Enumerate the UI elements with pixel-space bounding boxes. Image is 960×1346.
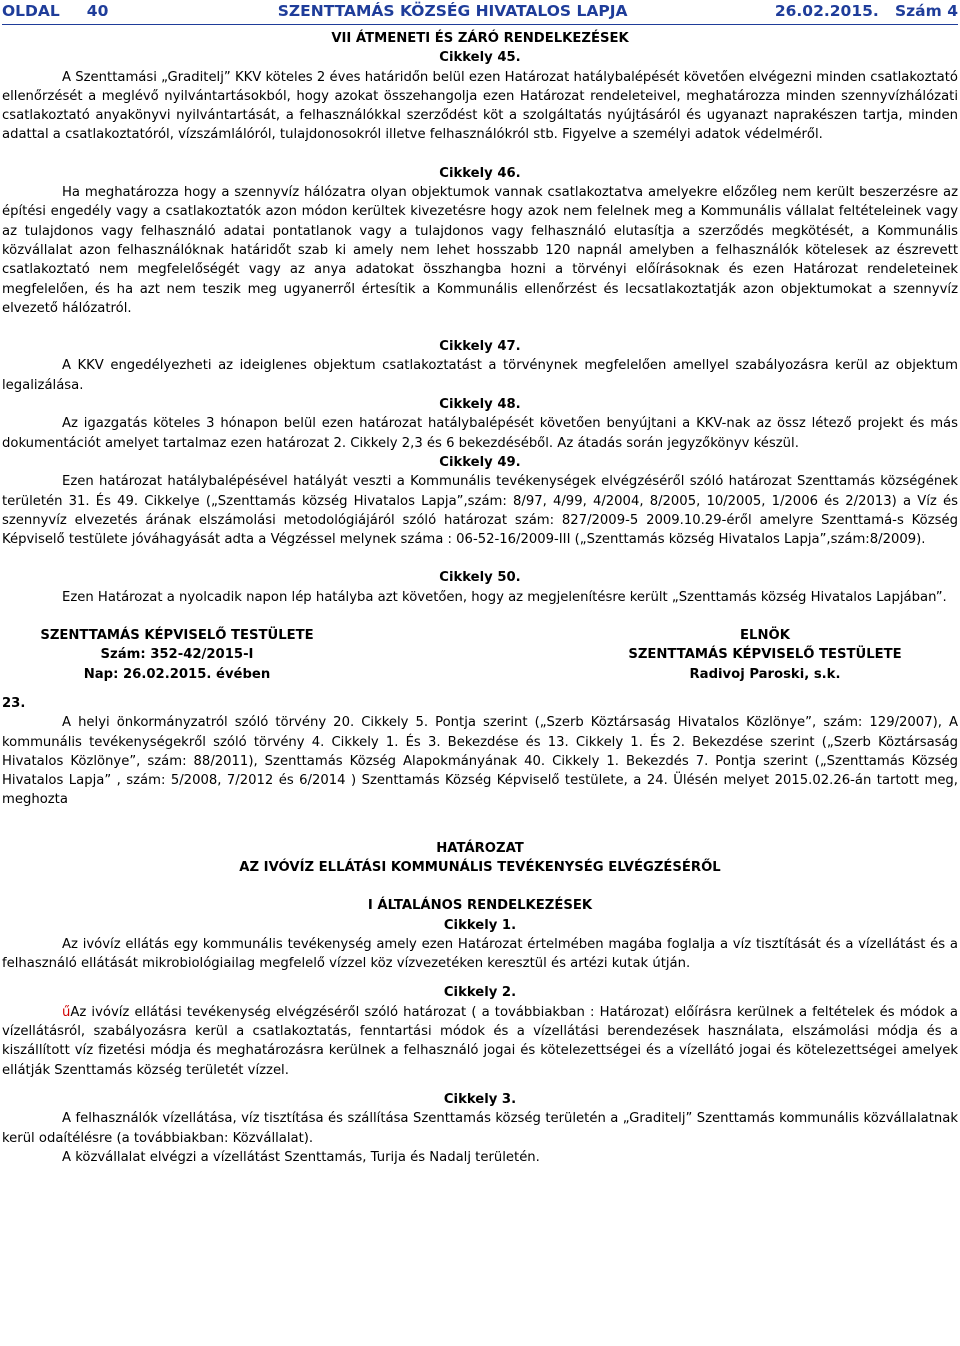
- header-left: [2, 2, 108, 21]
- article-47-title: Cikkely 47.: [439, 339, 521, 355]
- article-2-title: Cikkely 2.: [443, 985, 517, 1001]
- page-header: [2, 0, 958, 25]
- article-49-text: Ezen határozat hatálybalépésével hatályát veszti a Kommunális tevékenységek elvégzéséről szóló határozat Szenttamás községének területén 31. És 49. Cikkelye („Szenttamás község Hivatalos Lapja”,szám: 8/97, 4/99, 4/2004, 8/2005, 10/2005, 1/2006 és 2/2013) a Víz és szennyvíz elvezetés árának elszámolási metodológiájáról szóló határozat szám: 827/2009-5 2009.10.29-éről amelyre Szenttamá-s Község Képviselő testülete jóváhagyását adta a Végzéssel melynek száma : 06-52-16/2009-III („Szenttamás község Hivatalos Lapja”,szám:8/2009).: [2, 474, 958, 548]
- article-2-marker: ű: [62, 1004, 71, 1020]
- article-48-title: Cikkely 48.: [439, 397, 521, 413]
- article-46-text: Ha meghatározza hogy a szennyvíz hálózatra olyan objektumok vannak csatlakoztatva amelyekre előzőleg nem került beszerzésre az építési engedély vagy a csatlakoztatók azon módon kerültek kivezetésre hogy azok nem felelnek meg a Kommunális vállalat feltételeinek vagy az tulajdonos vagy felhasználó adatai pontatlanok vagy a tulajdonos vagy felhasználó elutasítja a szerződés megkötését, a Kommunális közvállalat azon felhasználóknak határidőt szab ki amely nem lehet hosszabb 120 napnál amelyben a felhasználók kötelesek az észrevett csatlakoztató nem megfelelőségét vagy az anya adatokat összhangba hozni a törvényi előírásoknak és ezen Határozat rendeleteinek megfelelően, és ha azt nem teszik meg ugyanerről értesítik a Kommunális ellenőrzést és lecsatlakoztatják azon objektumokat a szennyvíz elvezető hálózatról.: [2, 185, 958, 316]
- signature-block: [2, 626, 958, 684]
- article-45-text: A Szenttamási „Graditelj” KKV köteles 2 éves határidőn belül ezen Határozat hatálybalépését követően elvégezni minden csatlakoztató ellenőrzését a meglévő nyilvántartásokból, hogy azokat összehangolja ezen Határozat rendeleteivel, meghatározza minden szennyvízhálózati csatlakoztató anyakönyvi nyilvántartását, a felhasználókkal szerződést köt a szolgáltatás nyújtásáról és ugyanazt naprakészen tartja, minden adattal a csatlakoztatóról, vízszámlálóról, tulajdonosokról illetve felhasználókról stb. Figyelve a személyi adatok védelméről.: [2, 69, 958, 143]
- article-50-title: Cikkely 50.: [439, 570, 521, 586]
- article-2-text: [2, 1003, 958, 1080]
- article-3-text-2: A közvállalat elvégzi a vízellátást Szenttamás, Turija és Nadalj területén.: [62, 1149, 540, 1165]
- article-45-title: Cikkely 45.: [439, 50, 521, 66]
- signature-left: [22, 626, 332, 684]
- signature-left-date: Nap: 26.02.2015. évében: [83, 666, 271, 682]
- signature-right-name: Radivoj Paroski, s.k.: [689, 666, 841, 682]
- header-oldal: OLDAL: [2, 2, 60, 20]
- resolution-subtitle: AZ IVÓVÍZ ELLÁTÁSI KOMMUNÁLIS TEVÉKENYSÉG ELVÉGZÉSÉRŐL: [239, 859, 721, 875]
- header-journal: SZENTTAMÁS KÖZSÉG HIVATALOS LAPJA: [277, 2, 628, 20]
- chapter1-title: I ÁLTALÁNOS RENDELKEZÉSEK: [367, 898, 593, 914]
- article-48-text: Az igazgatás köteles 3 hónapon belül ezen határozat hatálybalépését követően benyújtani a KKV-nak az össz létező projekt és más dokumentációt amelyet tartalmaz ezen határozat 2. Cikkely 2,3 és 6 bekezdéséből. Az átadás során jegyzőkönyv készül.: [2, 416, 958, 451]
- header-right: [775, 2, 958, 21]
- article-50-text: Ezen Határozat a nyolcadik napon lép hatályba azt követően, hogy az megjelenítésre került „Szenttamás község Hivatalos Lapjában”.: [62, 589, 947, 605]
- article-3-title: Cikkely 3.: [443, 1091, 517, 1107]
- header-issue: Szám 4: [895, 2, 958, 20]
- signature-left-number: Szám: 352-42/2015-I: [100, 647, 254, 663]
- header-date: 26.02.2015.: [774, 2, 879, 20]
- section-23-text: A helyi önkormányzatról szóló törvény 20. Cikkely 5. Pontja szerint („Szerb Köztársaság Hivatalos Közlönye”, szám: 129/2007), A kommunális tevékenységekről szóló törvény 4. Cikkely 1. És 3. Bekezdése és 13. Cikkely 1. És 2. Bekezdése szerint („Szerb Köztársaság Hivatalos Közlönye”, szám: 88/2011), Szenttamás Község Alapokmányának 40. Cikkely 1. Bekezdés 7. Pontja szerint („Szenttamás Község Hivatalos Lapja” , szám: 5/2008, 7/2012 és 6/2014 ) Szenttamás Község Képviselő testülete, a 24. Ülésén melyet 2015.02.26-án tartott meg, meghozta: [2, 715, 958, 808]
- signature-right-role: ELNÖK: [740, 628, 790, 644]
- signature-right: [610, 626, 920, 684]
- article-1-title: Cikkely 1.: [443, 917, 517, 933]
- article-1-text: Az ivóvíz ellátás egy kommunális tevékenység amely ezen Határozat értelmében magába foglalja a víz tisztítását és a vízellátást és a felhasználó ellátását mikrobiológiailag megfelelő vízzel köz vízvezetéken keresztül és artézi kutak útján.: [2, 936, 958, 972]
- header-page-number: 40: [86, 2, 109, 20]
- section-23-label: 23.: [2, 695, 26, 711]
- article-46-title: Cikkely 46.: [439, 165, 521, 181]
- article-47-text: A KKV engedélyezheti az ideiglenes objektum csatlakoztatást a törvénynek megfelelően amellyel szabályozásra kerül az objektum legalizálása.: [2, 358, 958, 393]
- article-2-body: Az ivóvíz ellátási tevékenység elvégzéséről szóló határozat ( a továbbiakban : Határozat) előírásra kerülnek a feltételek és módok a vízellátásról, szabályozásra kerül a csatlakoztatás, fenntartási módok és a vízellátási berendezések használata, elszámolási módja és a kiszállított víz fizetési módja és meghatározásra kerülnek a felhasználó jogai és kötelezettségei és a vízellátó jogai és kötelezettségei amelyek ellátják Szenttamás község területét vízzel.: [2, 1004, 958, 1078]
- signature-left-body: SZENTTAMÁS KÉPVISELŐ TESTÜLETE: [40, 628, 314, 644]
- article-49-title: Cikkely 49.: [439, 454, 521, 470]
- article-3-text-1: A felhasználók vízellátása, víz tisztítása és szállítása Szenttamás község területén a „Graditelj” Szenttamás kommunális közvállalatnak kerül odaítélésre (a továbbiakban: Közvállalat).: [2, 1111, 958, 1146]
- resolution-title: HATÁROZAT: [436, 840, 524, 856]
- signature-right-body: SZENTTAMÁS KÉPVISELŐ TESTÜLETE: [628, 647, 902, 663]
- chapter7-title: VII ÁTMENETI ÉS ZÁRÓ RENDELKEZÉSEK: [331, 31, 629, 46]
